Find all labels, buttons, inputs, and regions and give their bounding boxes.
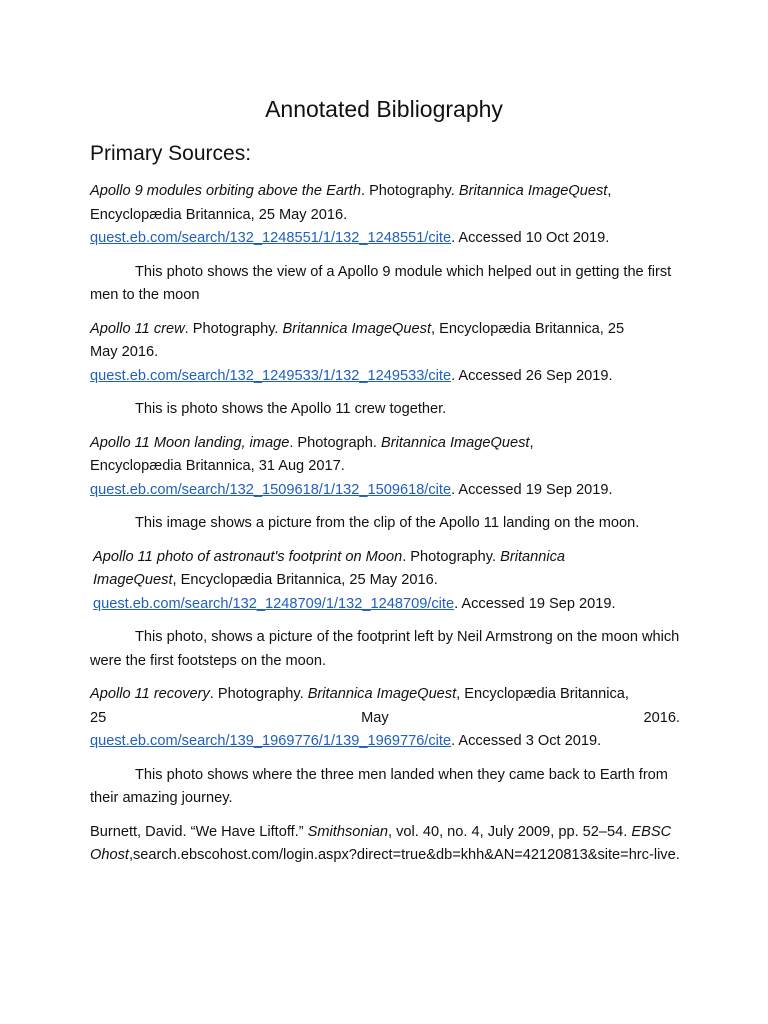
date-month: May <box>361 709 389 726</box>
citation-entry <box>90 821 680 868</box>
medium: . Photography. <box>402 548 501 565</box>
publisher: Britannica <box>500 548 566 565</box>
date-year: 2016. <box>643 709 680 726</box>
work-title: Apollo 11 crew <box>90 320 185 337</box>
citation-text: , <box>529 434 534 451</box>
publisher: Britannica ImageQuest <box>307 686 457 702</box>
database-name: EBSCOhost <box>90 823 672 863</box>
publisher: ImageQuest <box>93 572 173 588</box>
bibliography-list <box>90 180 680 878</box>
accessed-date: . Accessed 3 Oct 2019. <box>451 733 602 749</box>
citation-text: , Encyclopædia Britannica, <box>456 686 629 702</box>
annotation-text: This image shows a picture from the clip of the Apollo 11 landing on the moon. <box>135 515 640 531</box>
annotation-text: This is photo shows the Apollo 11 crew together. <box>135 401 447 417</box>
section-heading: Primary Sources: <box>90 142 252 165</box>
work-title: Apollo 11 Moon landing, image <box>90 434 290 451</box>
medium: . Photograph. <box>289 434 381 451</box>
citation-entry <box>90 318 680 389</box>
citation-text: , Encyclopædia Britannica, 25 <box>431 320 625 337</box>
citation-text: , <box>607 183 612 199</box>
citation-entry <box>90 683 680 754</box>
citation-link[interactable]: quest.eb.com/search/132_1249533/1/132_1249533/cite <box>90 367 452 384</box>
citation-entry <box>90 546 680 617</box>
annotation-text: This photo, shows a picture of the footprint left by Neil Armstrong on the moon which were the first footsteps on the moon. <box>90 629 680 669</box>
citation-text: Encyclopædia Britannica, 25 May 2016. <box>90 206 348 223</box>
accessed-date: . Accessed 10 Oct 2019. <box>451 230 610 246</box>
citation-text: , Encyclopædia Britannica, 25 May 2016. <box>172 572 438 588</box>
page-title: Annotated Bibliography <box>265 96 503 122</box>
accessed-date: . Accessed 26 Sep 2019. <box>451 367 613 384</box>
annotation-text: This photo shows where the three men landed when they came back to Earth from their amazing journey. <box>90 766 668 806</box>
citation-url: ,search.ebscohost.com/login.aspx?direct=true&db=khh&AN=42120813&site=hrc-live. <box>128 847 680 863</box>
citation-text: Burnett, David. “We Have Liftoff.” <box>90 823 308 840</box>
publisher: Britannica ImageQuest <box>282 320 431 337</box>
citation-text: Encyclopædia Britannica, 31 Aug 2017. <box>90 458 345 474</box>
citation-text: , vol. 40, no. 4, July 2009, pp. 52–54. <box>387 823 632 840</box>
publisher: Britannica ImageQuest <box>458 183 608 199</box>
date-line <box>90 707 680 731</box>
medium: . Photography. <box>209 686 308 702</box>
citation-entry <box>90 180 680 251</box>
citation-link[interactable]: quest.eb.com/search/132_1248709/1/132_1248709/cite <box>93 595 455 612</box>
citation-text: May 2016. <box>90 344 159 360</box>
citation-entry <box>90 432 680 503</box>
publisher: Britannica ImageQuest <box>381 434 530 451</box>
annotation-text: This photo shows the view of a Apollo 9 module which helped out in getting the first men to the moon <box>90 263 672 303</box>
journal-title: Smithsonian <box>307 823 388 840</box>
accessed-date: . Accessed 19 Sep 2019. <box>454 595 616 612</box>
work-title: Apollo 11 photo of astronaut's footprint on Moon <box>93 548 403 565</box>
medium: . Photography. <box>184 320 283 337</box>
citation-link[interactable]: quest.eb.com/search/139_1969776/1/139_1969776/cite <box>90 733 452 749</box>
citation-link[interactable]: quest.eb.com/search/132_1509618/1/132_1509618/cite <box>90 481 452 498</box>
accessed-date: . Accessed 19 Sep 2019. <box>451 481 613 498</box>
work-title: Apollo 11 recovery <box>90 686 210 702</box>
citation-link[interactable]: quest.eb.com/search/132_1248551/1/132_1248551/cite <box>90 230 452 246</box>
date-day: 25 <box>90 709 107 726</box>
medium: . Photography. <box>360 183 459 199</box>
work-title: Apollo 9 modules orbiting above the Earth <box>90 183 361 199</box>
